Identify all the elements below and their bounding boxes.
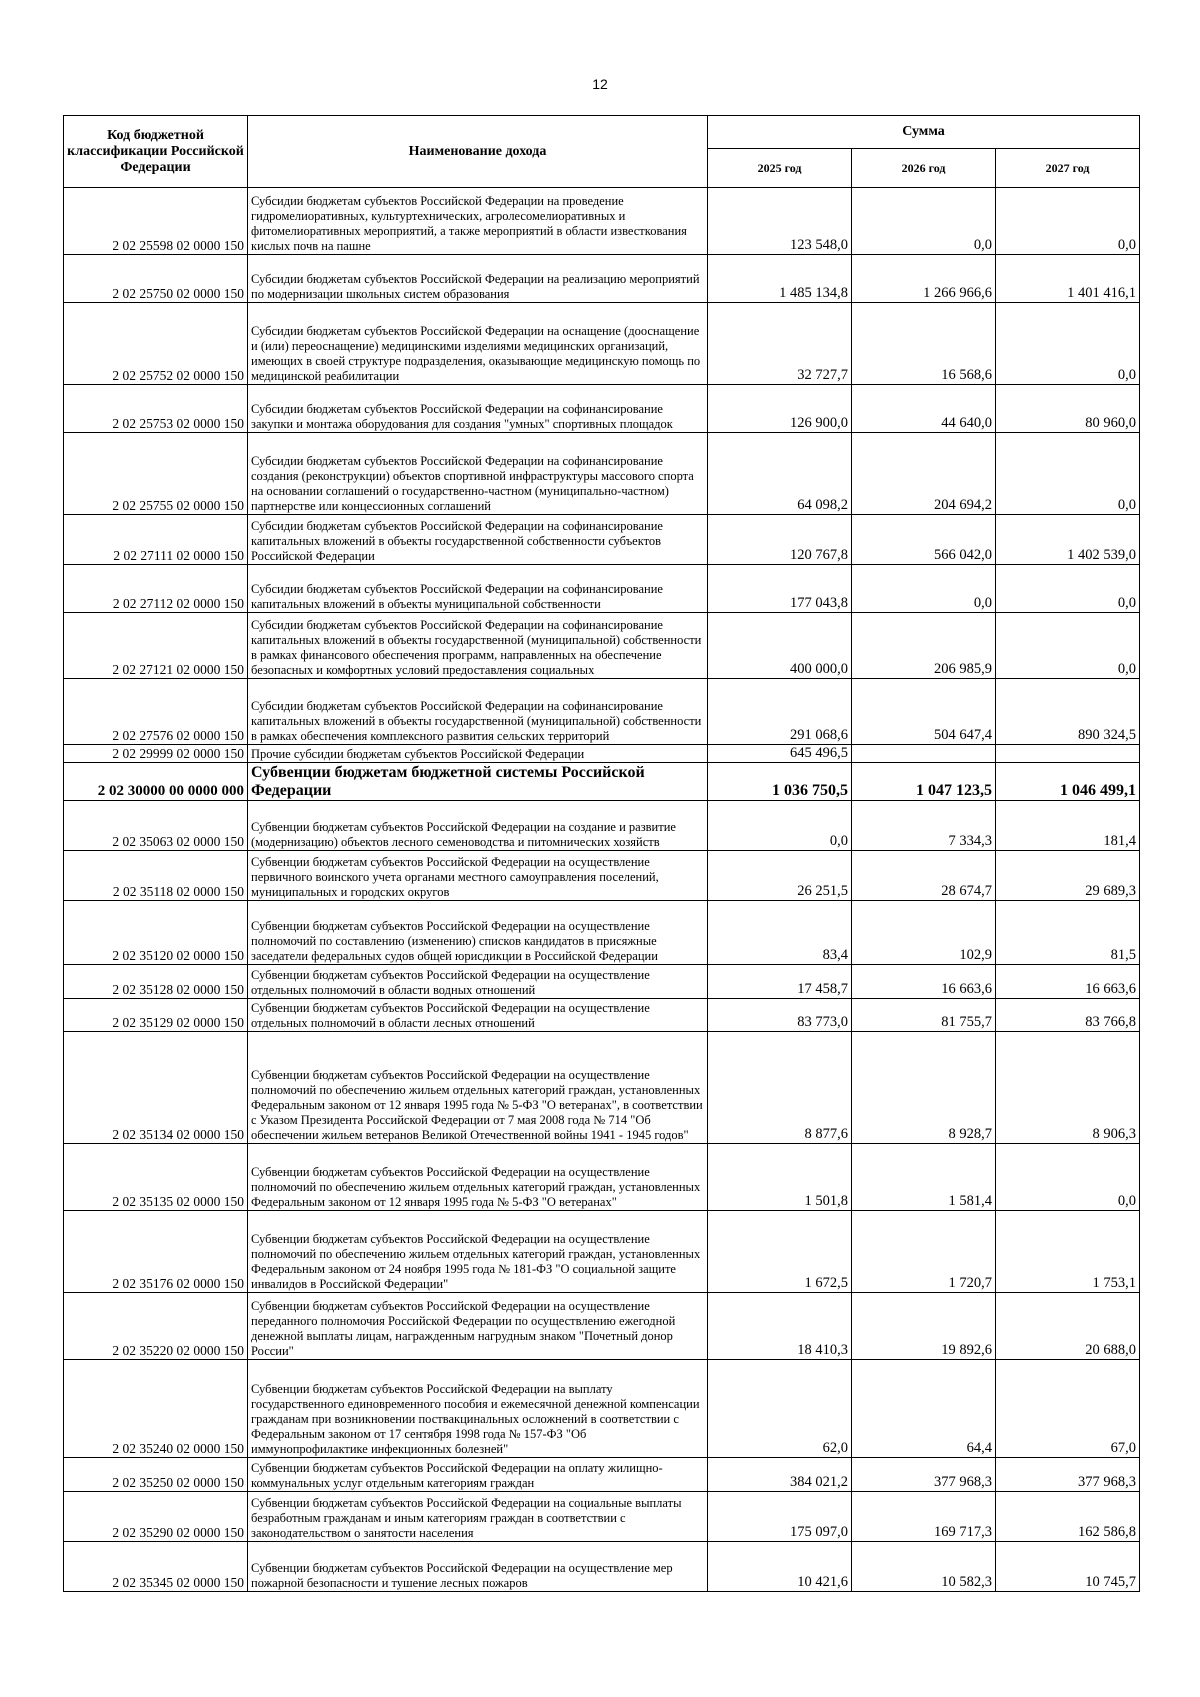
table-row [64,763,1140,801]
table-row [64,188,1140,255]
table-row [64,613,1140,679]
row-name: Субсидии бюджетам субъектов Российской Федерации на проведение гидромелиоративных, культуртехнических, агролесомелиоративных и фитомелиоративных мероприятий, а также мероприятий в области известкования кислых почв на пашне [248,188,708,255]
row-value-2025: 1 672,5 [708,1211,852,1293]
row-value-2026: 7 334,3 [852,801,996,851]
row-value-2026: 81 755,7 [852,999,996,1032]
row-code: 2 02 25753 02 0000 150 [64,385,248,433]
row-name: Субвенции бюджетам субъектов Российской Федерации на оплату жилищно-коммунальных услуг отдельным категориям граждан [248,1458,708,1492]
row-value-2026: 1 581,4 [852,1144,996,1211]
table-row [64,565,1140,613]
row-value-2026: 8 928,7 [852,1032,996,1144]
row-code: 2 02 35120 02 0000 150 [64,901,248,965]
row-value-2025: 0,0 [708,801,852,851]
row-value-2027: 8 906,3 [996,1032,1140,1144]
table-row [64,1211,1140,1293]
row-code: 2 02 25750 02 0000 150 [64,255,248,303]
row-value-2025: 645 496,5 [708,745,852,763]
row-value-2025: 62,0 [708,1360,852,1458]
row-code: 2 02 27121 02 0000 150 [64,613,248,679]
row-value-2027: 0,0 [996,303,1140,385]
row-value-2027: 1 401 416,1 [996,255,1140,303]
row-name: Субсидии бюджетам субъектов Российской Федерации на софинансирование капитальных вложений в объекты государственной (муниципальной) собственности в рамках обеспечения комплексного развития сельских территорий [248,679,708,745]
column-header-sum: Сумма [708,116,1140,149]
row-value-2027: 29 689,3 [996,851,1140,901]
row-value-2027: 181,4 [996,801,1140,851]
page-number: 12 [592,76,608,92]
row-value-2025: 8 877,6 [708,1032,852,1144]
row-value-2025: 291 068,6 [708,679,852,745]
row-code: 2 02 25598 02 0000 150 [64,188,248,255]
row-value-2026: 1 047 123,5 [852,763,996,801]
row-value-2026: 44 640,0 [852,385,996,433]
row-name: Субвенции бюджетам субъектов Российской Федерации на осуществление полномочий по обеспечению жильем отдельных категорий граждан, установленных Федеральным законом от 24 ноября 1995 года № 181-ФЗ "О социальной защите инвалидов в Российской Федерации" [248,1211,708,1293]
row-code: 2 02 27112 02 0000 150 [64,565,248,613]
row-value-2025: 177 043,8 [708,565,852,613]
row-value-2027: 0,0 [996,1144,1140,1211]
row-value-2025: 175 097,0 [708,1492,852,1542]
row-value-2025: 26 251,5 [708,851,852,901]
row-name: Субвенции бюджетам субъектов Российской Федерации на выплату государственного единовременного пособия и ежемесячной денежной компенсации гражданам при возникновении поствакцинальных осложнений в соответствии с Федеральным законом от 17 сентября 1998 года № 157-ФЗ "Об иммунопрофилактике инфекционных болезней" [248,1360,708,1458]
row-name: Субсидии бюджетам субъектов Российской Федерации на софинансирование создания (реконструкции) объектов спортивной инфраструктуры массового спорта на основании соглашений о государственно-частном (муниципально-частном) партнерстве или концессионных соглашений [248,433,708,515]
row-value-2027: 1 046 499,1 [996,763,1140,801]
row-code: 2 02 35135 02 0000 150 [64,1144,248,1211]
row-code: 2 02 35290 02 0000 150 [64,1492,248,1542]
row-value-2025: 83 773,0 [708,999,852,1032]
row-name: Субвенции бюджетам субъектов Российской Федерации на осуществление первичного воинского учета органами местного самоуправления поселений, муниципальных и городских округов [248,851,708,901]
row-value-2027: 1 753,1 [996,1211,1140,1293]
table-row [64,1458,1140,1492]
table-row [64,515,1140,565]
row-value-2027 [996,745,1140,763]
row-value-2025: 10 421,6 [708,1542,852,1592]
row-name: Субвенции бюджетам субъектов Российской Федерации на осуществление мер пожарной безопасности и тушение лесных пожаров [248,1542,708,1592]
table-row [64,801,1140,851]
table-row [64,385,1140,433]
row-name: Субвенции бюджетам субъектов Российской Федерации на осуществление отдельных полномочий в области водных отношений [248,965,708,999]
row-value-2027: 16 663,6 [996,965,1140,999]
row-name: Субвенции бюджетам бюджетной системы Российской Федерации [248,763,708,801]
row-name: Субвенции бюджетам субъектов Российской Федерации на осуществление полномочий по обеспечению жильем отдельных категорий граждан, установленных Федеральным законом от 12 января 1995 года № 5-ФЗ "О ветеранах", в соответствии с Указом Президента Российской Федерации от 7 мая 2008 года № 714 "Об обеспечении жильем ветеранов Великой Отечественной войны 1941 - 1945 годов" [248,1032,708,1144]
row-name: Субвенции бюджетам субъектов Российской Федерации на осуществление полномочий по составлению (изменению) списков кандидатов в присяжные заседатели федеральных судов общей юрисдикции в Российской Федерации [248,901,708,965]
table-row [64,901,1140,965]
row-name: Субвенции бюджетам субъектов Российской Федерации на осуществление отдельных полномочий в области лесных отношений [248,999,708,1032]
row-value-2025: 123 548,0 [708,188,852,255]
row-code: 2 02 35129 02 0000 150 [64,999,248,1032]
row-code: 2 02 35345 02 0000 150 [64,1542,248,1592]
row-name: Субсидии бюджетам субъектов Российской Федерации на реализацию мероприятий по модернизации школьных систем образования [248,255,708,303]
row-value-2026: 28 674,7 [852,851,996,901]
row-value-2027: 83 766,8 [996,999,1140,1032]
row-name: Субвенции бюджетам субъектов Российской Федерации на социальные выплаты безработным гражданам и иным категориям граждан в соответствии с законодательством о занятости населения [248,1492,708,1542]
row-value-2026: 204 694,2 [852,433,996,515]
row-value-2026: 10 582,3 [852,1542,996,1592]
row-code: 2 02 35128 02 0000 150 [64,965,248,999]
row-value-2025: 32 727,7 [708,303,852,385]
row-value-2025: 1 036 750,5 [708,763,852,801]
column-header-name: Наименование дохода [248,116,708,188]
table-row [64,1293,1140,1360]
row-value-2025: 64 098,2 [708,433,852,515]
row-code: 2 02 35250 02 0000 150 [64,1458,248,1492]
row-value-2027: 890 324,5 [996,679,1140,745]
row-value-2025: 126 900,0 [708,385,852,433]
row-value-2027: 81,5 [996,901,1140,965]
table-row [64,965,1140,999]
row-value-2026: 0,0 [852,188,996,255]
row-value-2027: 67,0 [996,1360,1140,1458]
row-value-2026: 0,0 [852,565,996,613]
row-value-2027: 377 968,3 [996,1458,1140,1492]
table-row [64,1542,1140,1592]
row-value-2026: 16 568,6 [852,303,996,385]
row-name: Субсидии бюджетам субъектов Российской Федерации на софинансирование капитальных вложений в объекты государственной собственности субъектов Российской Федерации [248,515,708,565]
row-value-2026: 566 042,0 [852,515,996,565]
table-body [64,188,1140,1592]
row-value-2027: 0,0 [996,433,1140,515]
row-value-2027: 0,0 [996,613,1140,679]
row-name: Субвенции бюджетам субъектов Российской Федерации на осуществление переданного полномочия Российской Федерации по осуществлению ежегодной денежной выплаты лицам, награжденным нагрудным знаком "Почетный донор России" [248,1293,708,1360]
row-code: 2 02 35176 02 0000 150 [64,1211,248,1293]
row-code: 2 02 30000 00 0000 000 [64,763,248,801]
table-row [64,433,1140,515]
row-value-2027: 0,0 [996,188,1140,255]
row-code: 2 02 27111 02 0000 150 [64,515,248,565]
table-row [64,1492,1140,1542]
row-value-2026: 19 892,6 [852,1293,996,1360]
row-value-2026 [852,745,996,763]
column-header-year-2025: 2025 год [708,149,852,188]
row-value-2027: 1 402 539,0 [996,515,1140,565]
row-value-2026: 169 717,3 [852,1492,996,1542]
column-header-year-2026: 2026 год [852,149,996,188]
row-value-2026: 1 720,7 [852,1211,996,1293]
row-value-2026: 64,4 [852,1360,996,1458]
row-name: Субсидии бюджетам субъектов Российской Федерации на софинансирование капитальных вложений в объекты муниципальной собственности [248,565,708,613]
table-row [64,679,1140,745]
row-value-2025: 400 000,0 [708,613,852,679]
row-name: Прочие субсидии бюджетам субъектов Российской Федерации [248,745,708,763]
row-name: Субвенции бюджетам субъектов Российской Федерации на создание и развитие (модернизацию) объектов лесного семеноводства и питомнических хозяйств [248,801,708,851]
row-value-2025: 120 767,8 [708,515,852,565]
row-code: 2 02 27576 02 0000 150 [64,679,248,745]
row-value-2025: 1 501,8 [708,1144,852,1211]
table-row [64,1360,1140,1458]
budget-revenue-table [63,115,1140,1592]
row-value-2025: 18 410,3 [708,1293,852,1360]
row-value-2026: 377 968,3 [852,1458,996,1492]
row-code: 2 02 35118 02 0000 150 [64,851,248,901]
table-row [64,1144,1140,1211]
row-code: 2 02 29999 02 0000 150 [64,745,248,763]
row-value-2027: 80 960,0 [996,385,1140,433]
table-row [64,303,1140,385]
row-value-2027: 162 586,8 [996,1492,1140,1542]
row-value-2027: 10 745,7 [996,1542,1140,1592]
row-value-2025: 1 485 134,8 [708,255,852,303]
column-header-code: Код бюджетной классификации Российской Федерации [64,116,248,188]
row-name: Субсидии бюджетам субъектов Российской Федерации на оснащение (дооснащение и (или) переоснащение) медицинскими изделиями медицинских организаций, имеющих в своей структуре подразделения, оказывающие медицинскую помощь по медицинской реабилитации [248,303,708,385]
row-value-2025: 384 021,2 [708,1458,852,1492]
row-code: 2 02 35240 02 0000 150 [64,1360,248,1458]
row-code: 2 02 25755 02 0000 150 [64,433,248,515]
row-value-2026: 504 647,4 [852,679,996,745]
row-code: 2 02 35134 02 0000 150 [64,1032,248,1144]
column-header-year-2027: 2027 год [996,149,1140,188]
row-name: Субвенции бюджетам субъектов Российской Федерации на осуществление полномочий по обеспечению жильем отдельных категорий граждан, установленных Федеральным законом от 12 января 1995 года № 5-ФЗ "О ветеранах" [248,1144,708,1211]
row-value-2025: 17 458,7 [708,965,852,999]
table-row [64,1032,1140,1144]
row-value-2027: 0,0 [996,565,1140,613]
row-value-2025: 83,4 [708,901,852,965]
row-value-2026: 16 663,6 [852,965,996,999]
row-value-2026: 206 985,9 [852,613,996,679]
row-code: 2 02 25752 02 0000 150 [64,303,248,385]
row-value-2026: 1 266 966,6 [852,255,996,303]
row-name: Субсидии бюджетам субъектов Российской Федерации на софинансирование закупки и монтажа оборудования для создания "умных" спортивных площадок [248,385,708,433]
table-row [64,999,1140,1032]
row-value-2027: 20 688,0 [996,1293,1140,1360]
row-name: Субсидии бюджетам субъектов Российской Федерации на софинансирование капитальных вложений в объекты государственной (муниципальной) собственности в рамках финансового обеспечения программ, направленных на обеспечение безопасных и комфортных условий предоставления социальных [248,613,708,679]
row-code: 2 02 35063 02 0000 150 [64,801,248,851]
table-row [64,851,1140,901]
table-row [64,745,1140,763]
row-value-2026: 102,9 [852,901,996,965]
row-code: 2 02 35220 02 0000 150 [64,1293,248,1360]
table-row [64,255,1140,303]
